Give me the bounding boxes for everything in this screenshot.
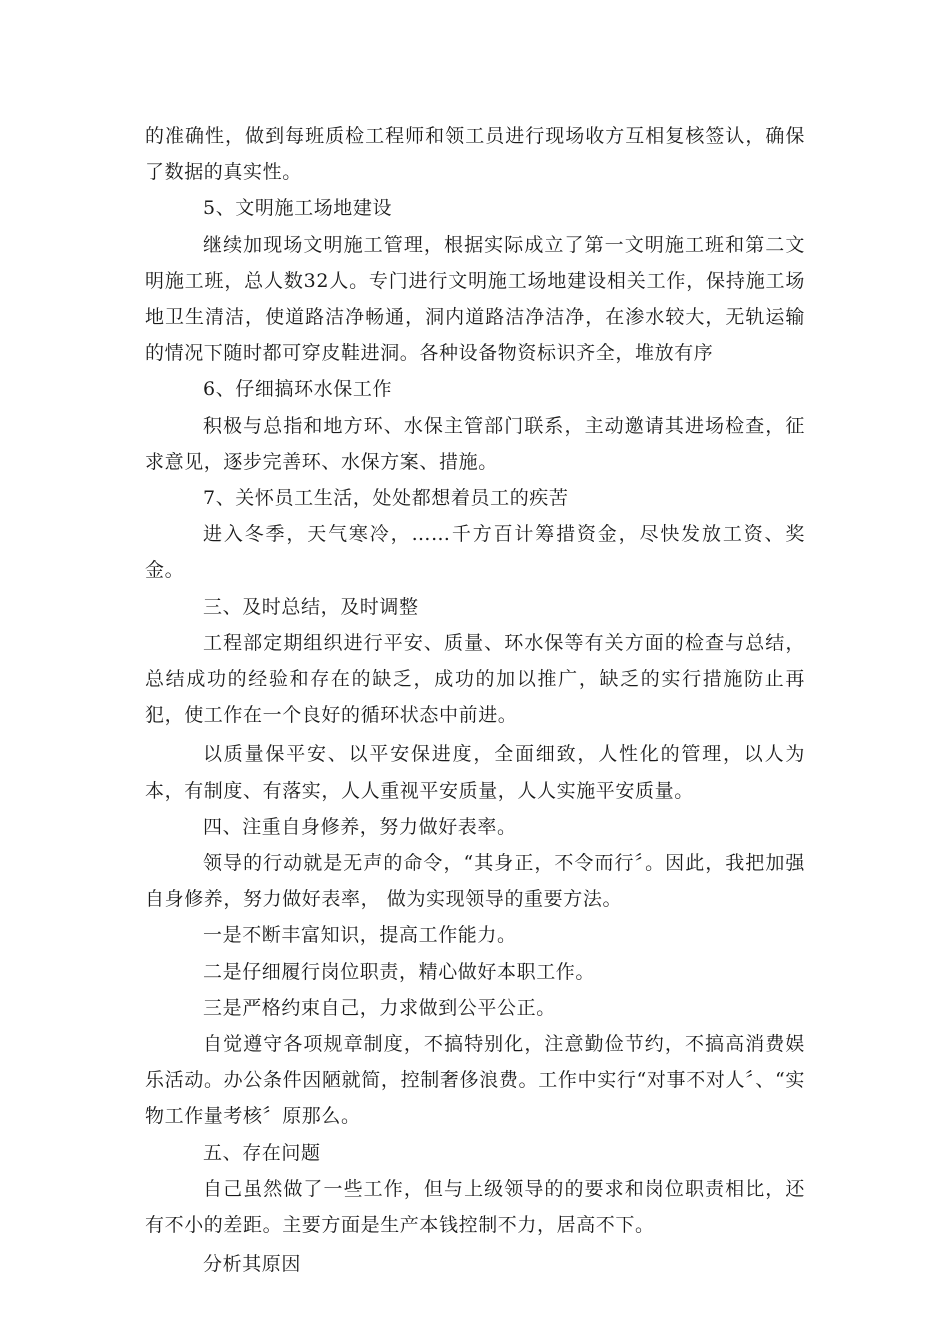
paragraph-employee-care: 进入冬季，天气寒冷，……千方百计筹措资金，尽快发放工资、奖金。 (145, 523, 805, 582)
paragraph-continuation: 的准确性，做到每班质检工程师和领工员进行现场收方互相复核签认，确保了数据的真实性。 (145, 125, 805, 184)
paragraph-existing-problems: 自己虽然做了一些工作，但与上级领导的的要求和岗位职责相比，还有不小的差距。主要方面是生产本钱控制不力，居高不下。 (145, 1177, 805, 1237)
section-heading-existing-problems: 五、存在问题 (203, 1141, 321, 1164)
paragraph-quality-safety: 以质量保平安、以平安保进度，全面细致，人性化的管理，以人为本，有制度、有落实，人人重视平安质量，人人实施平安质量。 (145, 743, 805, 802)
list-item-knowledge: 一是不断丰富知识，提高工作能力。 (203, 924, 517, 947)
paragraph-civilized-construction: 继续加现场文明施工管理，根据实际成立了第一文明施工班和第二文明施工班，总人数32人。专门进行文明施工场地建设相关工作，保持施工场地卫生清洁，使道路洁净畅通，洞内道路洁净洁净，在渗水较大，无轨运输的情况下随时都可穿皮鞋进洞。各种设备物资标识齐全，堆放有序 (145, 233, 805, 365)
paragraph-cause-analysis: 分析其原因 (203, 1253, 302, 1276)
section-heading-self-cultivation: 四、注重自身修养，努力做好表率。 (203, 815, 517, 838)
section-heading-employee-care: 7、关怀员工生活，处处都想着员工的疾苦 (203, 487, 569, 510)
paragraph-summary-adjustment: 工程部定期组织进行平安、质量、环水保等有关方面的检查与总结，总结成功的经验和存在的缺乏，成功的加以推广，缺乏的实行措施防止再犯，使工作在一个良好的循环状态中前进。 (145, 631, 805, 727)
paragraph-leadership-example: 领导的行动就是无声的命令，“其身正，不令而行〞。因此，我把加强自身修养，努力做好表率， 做为实现领导的重要方法。 (145, 852, 805, 911)
document-body (145, 118, 805, 1283)
section-heading-civilized-construction: 5、文明施工场地建设 (203, 197, 393, 220)
section-heading-summary-adjustment: 三、及时总结，及时调整 (203, 595, 419, 618)
paragraph-discipline: 自觉遵守各项规章制度，不搞特别化，注意勤俭节约，不搞高消费娱乐活动。办公条件因陋就简，控制奢侈浪费。工作中实行“对事不对人〞、“实物工作量考核〞原那么。 (145, 1033, 805, 1128)
paragraph-environmental-protection: 积极与总指和地方环、水保主管部门联系，主动邀请其进场检查，征求意见，逐步完善环、水保方案、措施。 (145, 414, 805, 473)
list-item-fairness: 三是严格约束自己，力求做到公平公正。 (203, 996, 556, 1019)
section-heading-environmental-protection: 6、仔细搞环水保工作 (203, 378, 393, 401)
list-item-duties: 二是仔细履行岗位职责，精心做好本职工作。 (203, 960, 596, 983)
